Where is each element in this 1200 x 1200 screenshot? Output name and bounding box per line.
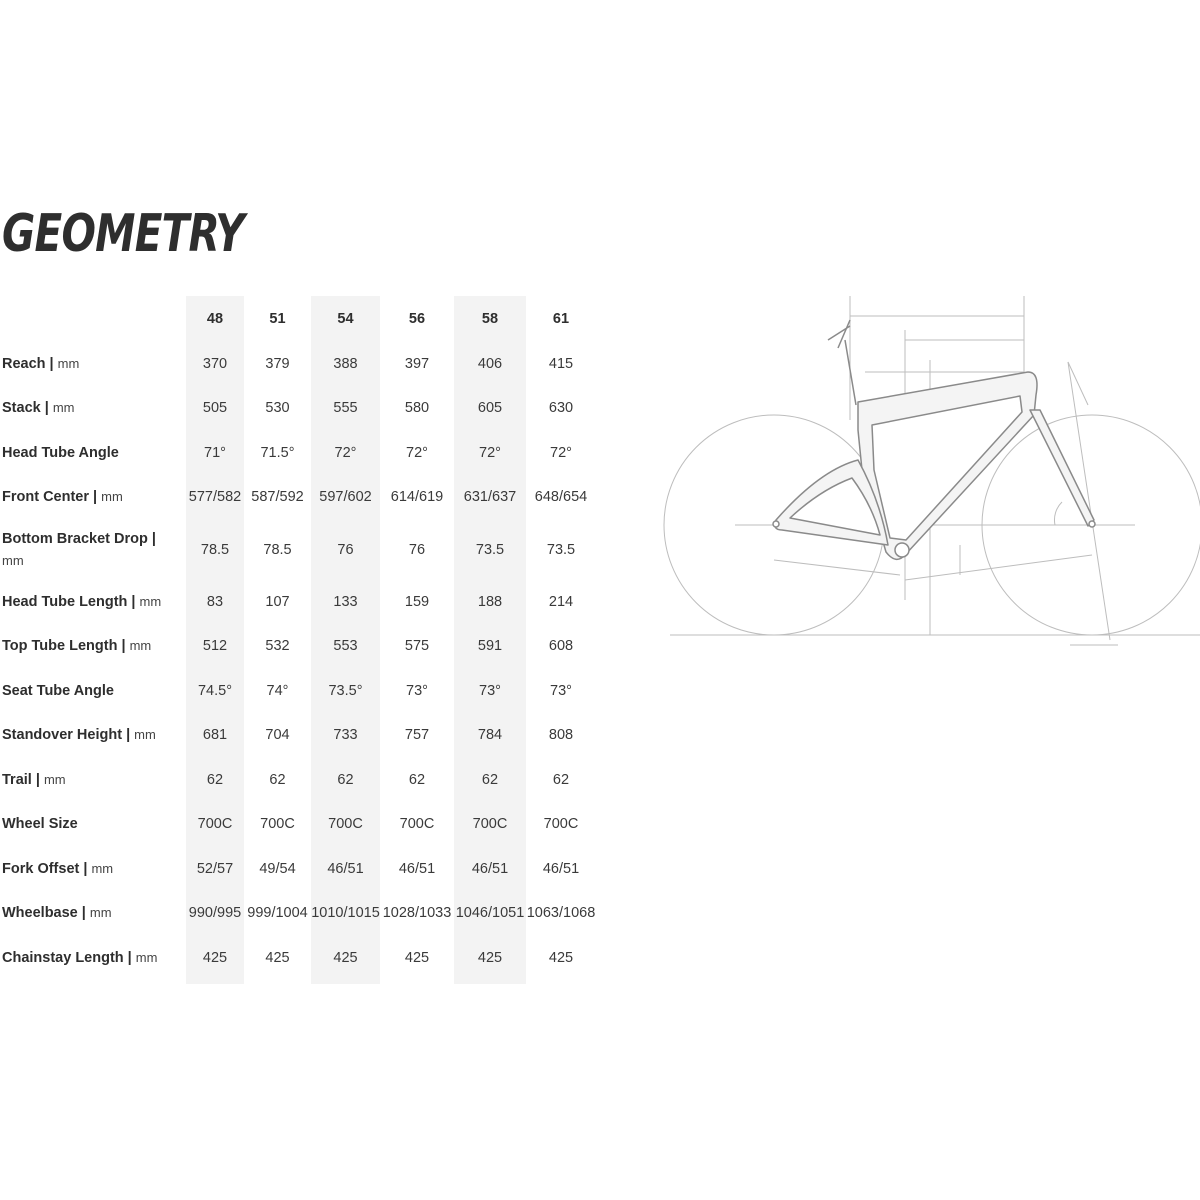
table-cell: 577/582 bbox=[188, 489, 242, 506]
table-cell: 630 bbox=[548, 400, 574, 417]
size-header: 58 bbox=[481, 311, 499, 328]
row-label-text: Wheelbase | bbox=[2, 905, 86, 922]
size-header: 48 bbox=[206, 311, 224, 328]
table-cell: 107 bbox=[265, 593, 290, 610]
size-header: 54 bbox=[337, 311, 354, 328]
table-cell: 784 bbox=[477, 727, 503, 744]
table-cell: 78.5 bbox=[263, 541, 292, 558]
table-cell: 73° bbox=[479, 682, 501, 699]
table-row bbox=[0, 847, 596, 892]
table-cell: 72° bbox=[334, 444, 357, 461]
table-cell: 73.5 bbox=[546, 541, 576, 558]
row-unit: mm bbox=[57, 355, 80, 371]
table-cell: 733 bbox=[333, 727, 358, 744]
table-row bbox=[0, 580, 596, 625]
table-cell: 379 bbox=[265, 355, 290, 372]
table-cell: 591 bbox=[477, 638, 503, 655]
table-row bbox=[0, 758, 596, 803]
row-label-text: Trail | bbox=[2, 771, 40, 788]
table-cell: 1010/1015 bbox=[311, 905, 380, 922]
table-cell: 71.5° bbox=[260, 444, 295, 461]
head-angle-arc bbox=[1054, 502, 1062, 525]
table-cell: 575 bbox=[404, 638, 430, 655]
table-cell: 397 bbox=[404, 355, 430, 372]
row-label bbox=[0, 580, 186, 625]
row-label bbox=[0, 936, 186, 981]
row-label-text: Stack | bbox=[2, 400, 49, 417]
row-unit: mm bbox=[89, 905, 112, 921]
table-row bbox=[0, 475, 596, 520]
row-label-text: Reach | bbox=[2, 355, 54, 372]
table-cell: 1046/1051 bbox=[455, 905, 525, 922]
table-cell: 83 bbox=[206, 593, 224, 610]
table-cell: 62 bbox=[337, 771, 354, 788]
table-cell: 999/1004 bbox=[247, 905, 308, 922]
row-label-text: Front Center | bbox=[2, 489, 98, 506]
table-cell: 415 bbox=[548, 355, 574, 372]
table-row bbox=[0, 669, 596, 714]
table-row bbox=[0, 936, 596, 981]
row-unit: mm bbox=[139, 593, 162, 609]
row-label bbox=[0, 758, 186, 803]
table-row bbox=[0, 624, 596, 669]
row-label bbox=[0, 624, 186, 669]
table-cell: 52/57 bbox=[196, 860, 234, 877]
table-cell: 700C bbox=[472, 816, 508, 833]
row-label bbox=[0, 475, 186, 520]
row-label-text: Wheel Size bbox=[2, 816, 78, 833]
row-unit: mm bbox=[134, 727, 156, 743]
table-cell: 532 bbox=[265, 638, 290, 655]
row-unit: mm bbox=[2, 552, 24, 568]
size-header: 56 bbox=[408, 311, 426, 328]
row-label bbox=[0, 342, 186, 387]
table-cell: 74° bbox=[266, 682, 289, 699]
table-cell: 46/51 bbox=[327, 860, 364, 877]
row-unit: mm bbox=[129, 638, 152, 654]
table-cell: 597/602 bbox=[319, 489, 372, 506]
table-cell: 1063/1068 bbox=[526, 905, 596, 922]
table-cell: 46/51 bbox=[398, 860, 436, 877]
table-cell: 700C bbox=[260, 816, 295, 833]
row-label-text: Standover Height | bbox=[2, 727, 131, 744]
table-cell: 406 bbox=[477, 355, 503, 372]
table-cell: 1028/1033 bbox=[382, 905, 452, 922]
table-cell: 608 bbox=[548, 638, 574, 655]
size-header: 61 bbox=[552, 311, 570, 328]
table-cell: 62 bbox=[552, 771, 570, 788]
row-label bbox=[0, 520, 186, 580]
table-cell: 681 bbox=[202, 727, 228, 744]
table-cell: 46/51 bbox=[471, 860, 509, 877]
row-label-text: Fork Offset | bbox=[2, 860, 88, 877]
row-label bbox=[0, 847, 186, 892]
page-title: GEOMETRY bbox=[2, 204, 244, 264]
table-cell: 530 bbox=[265, 400, 290, 417]
row-unit: mm bbox=[135, 949, 158, 965]
size-header: 51 bbox=[269, 311, 286, 328]
row-label bbox=[0, 386, 186, 431]
table-row bbox=[0, 802, 596, 847]
table-row bbox=[0, 520, 596, 580]
table-cell: 78.5 bbox=[200, 541, 230, 558]
table-cell: 700C bbox=[197, 816, 233, 833]
table-cell: 188 bbox=[477, 593, 503, 610]
table-cell: 587/592 bbox=[251, 489, 304, 506]
table-cell: 62 bbox=[269, 771, 286, 788]
row-label bbox=[0, 713, 186, 758]
table-cell: 605 bbox=[477, 400, 503, 417]
table-cell: 71° bbox=[204, 444, 226, 461]
table-cell: 425 bbox=[404, 949, 430, 966]
table-cell: 73.5 bbox=[475, 541, 505, 558]
table-row bbox=[0, 713, 596, 758]
table-cell: 425 bbox=[477, 949, 503, 966]
table-cell: 425 bbox=[548, 949, 574, 966]
head-tube-extension bbox=[1068, 362, 1110, 640]
table-row bbox=[0, 891, 596, 936]
rear-axle bbox=[773, 521, 779, 527]
table-cell: 73.5° bbox=[328, 682, 363, 699]
table-cell: 133 bbox=[333, 593, 358, 610]
table-cell: 49/54 bbox=[259, 860, 296, 877]
table-cell: 700C bbox=[543, 816, 579, 833]
row-unit: mm bbox=[52, 400, 75, 416]
table-cell: 214 bbox=[548, 593, 574, 610]
row-label bbox=[0, 802, 186, 847]
row-label bbox=[0, 669, 186, 714]
table-cell: 388 bbox=[333, 355, 358, 372]
front-axle bbox=[1089, 521, 1095, 527]
table-cell: 700C bbox=[399, 816, 435, 833]
row-unit: mm bbox=[43, 771, 66, 787]
table-cell: 76 bbox=[408, 541, 426, 558]
table-cell: 72° bbox=[479, 444, 501, 461]
table-cell: 73° bbox=[406, 682, 428, 699]
table-cell: 631/637 bbox=[463, 489, 517, 506]
seat-post bbox=[828, 320, 856, 405]
table-cell: 425 bbox=[265, 949, 290, 966]
row-label-text: Head Tube Angle bbox=[2, 444, 119, 461]
table-cell: 704 bbox=[265, 727, 290, 744]
row-label-text: Chainstay Length | bbox=[2, 949, 132, 966]
row-label-text: Head Tube Length | bbox=[2, 593, 136, 610]
table-cell: 700C bbox=[328, 816, 363, 833]
table-cell: 990/995 bbox=[188, 905, 242, 922]
row-label-text: Bottom Bracket Drop | bbox=[2, 530, 156, 547]
wheelbase-line bbox=[905, 555, 1092, 580]
bottom-bracket bbox=[895, 543, 909, 557]
table-cell: 757 bbox=[404, 727, 430, 744]
table-cell: 648/654 bbox=[534, 489, 588, 506]
table-row bbox=[0, 431, 596, 476]
bike-geometry-diagram bbox=[660, 290, 1200, 660]
row-label-text: Seat Tube Angle bbox=[2, 682, 114, 699]
table-cell: 72° bbox=[406, 444, 428, 461]
table-cell: 76 bbox=[337, 541, 354, 558]
geometry-table bbox=[0, 297, 596, 980]
table-cell: 370 bbox=[202, 355, 228, 372]
table-cell: 505 bbox=[202, 400, 228, 417]
table-row bbox=[0, 386, 596, 431]
table-cell: 72° bbox=[550, 444, 572, 461]
row-label bbox=[0, 431, 186, 476]
table-cell: 512 bbox=[202, 638, 228, 655]
table-cell: 555 bbox=[333, 400, 358, 417]
table-cell: 425 bbox=[333, 949, 358, 966]
size-header-row bbox=[0, 297, 596, 342]
table-cell: 46/51 bbox=[542, 860, 580, 877]
table-cell: 62 bbox=[206, 771, 224, 788]
table-cell: 62 bbox=[481, 771, 499, 788]
row-label-text: Top Tube Length | bbox=[2, 638, 126, 655]
table-cell: 73° bbox=[550, 682, 572, 699]
table-cell: 808 bbox=[548, 727, 574, 744]
header-spacer bbox=[0, 297, 186, 342]
row-unit: mm bbox=[101, 489, 123, 505]
table-cell: 62 bbox=[408, 771, 426, 788]
table-row bbox=[0, 342, 596, 387]
table-cell: 553 bbox=[333, 638, 358, 655]
row-label bbox=[0, 891, 186, 936]
table-cell: 580 bbox=[404, 400, 430, 417]
table-cell: 74.5° bbox=[197, 682, 233, 699]
chainstay-line bbox=[774, 560, 900, 575]
row-unit: mm bbox=[91, 860, 114, 876]
table-cell: 425 bbox=[202, 949, 228, 966]
table-cell: 614/619 bbox=[390, 489, 444, 506]
table-cell: 159 bbox=[404, 593, 430, 610]
